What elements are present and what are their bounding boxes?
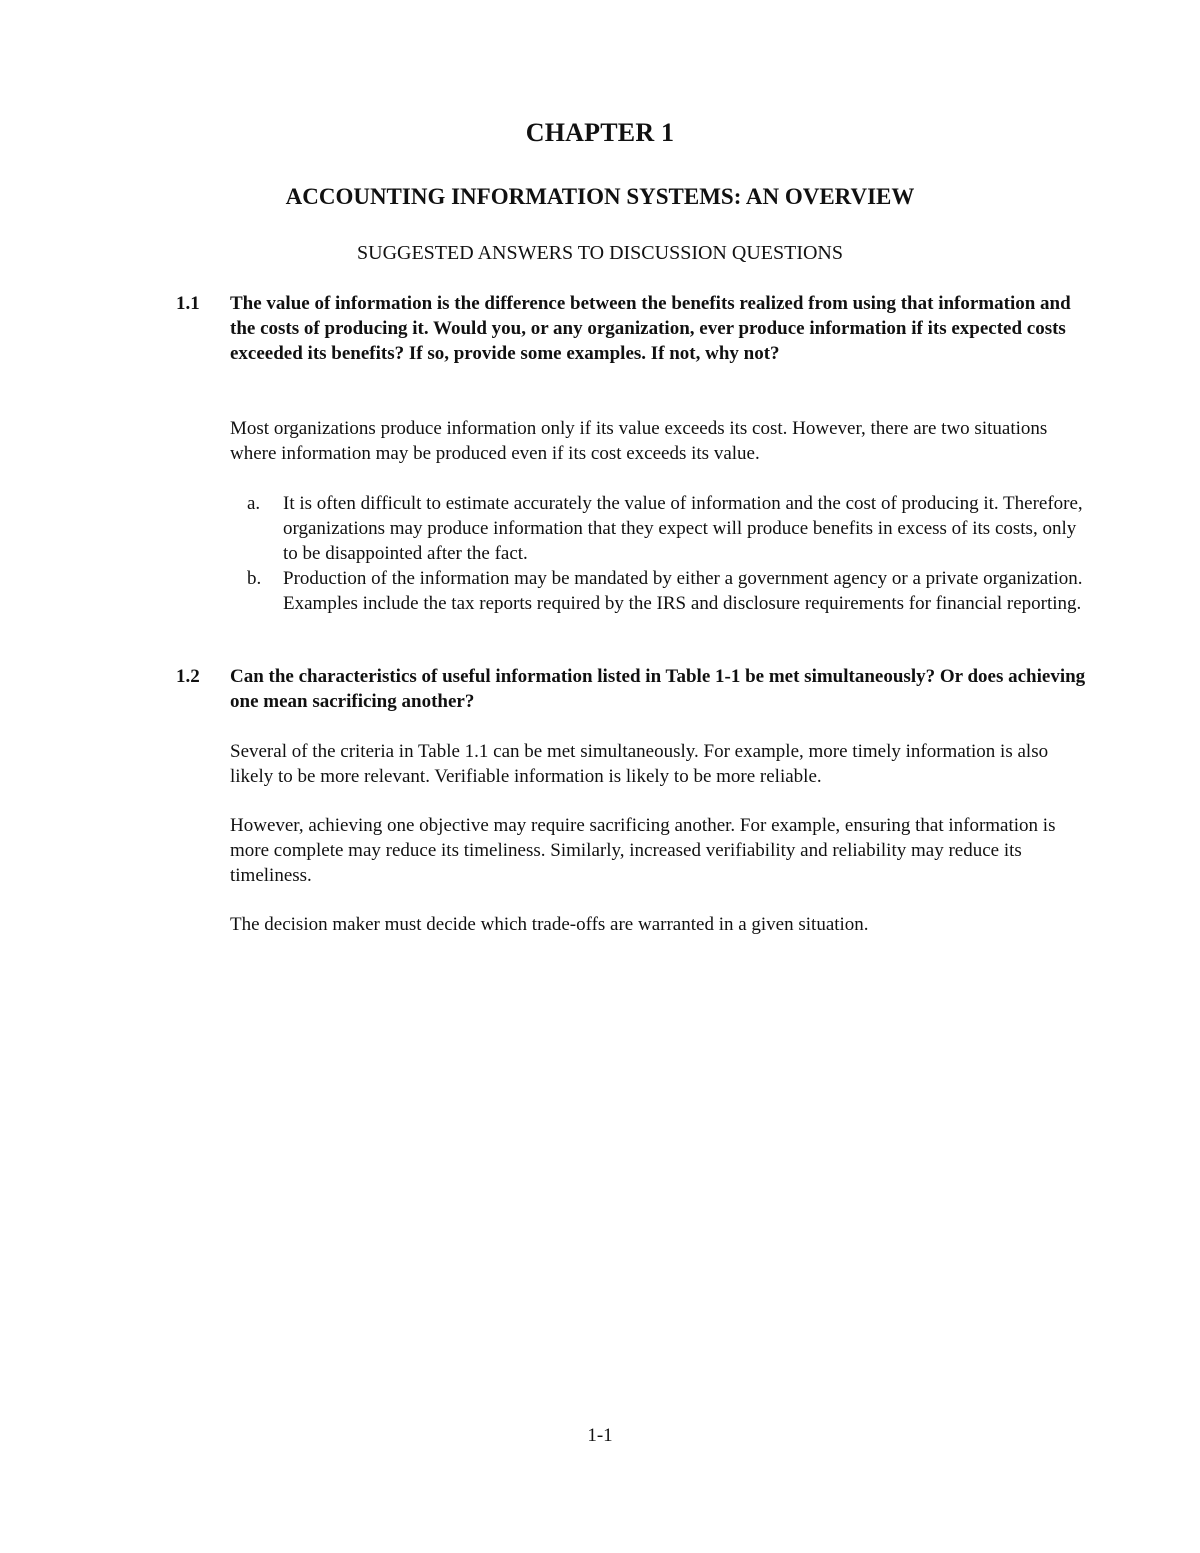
chapter-heading: CHAPTER 1 [525, 118, 675, 147]
list-item-text: Production of the information may be mandated by either a government agency or a private organization. Examples include the tax reports required by the IRS and disclosure requirements for financial reporting. [283, 568, 1083, 614]
answer-paragraph: Several of the criteria in Table 1.1 can be met simultaneously. For example, more timely information is also likely to be more relevant. Verifiable information is likely to be more reliable. [230, 741, 1049, 787]
document-subtitle: SUGGESTED ANSWERS TO DISCUSSION QUESTIONS [357, 242, 843, 264]
question-1-1 [176, 291, 1086, 366]
question-number: 1.2 [176, 666, 200, 687]
list-item-text: It is often difficult to estimate accurately the value of information and the cost of producing it. Therefore, organizations may produce information that they expect will produce benefits in excess of its costs, only to be disappointed after the fact. [283, 493, 1083, 564]
list-item [230, 491, 1090, 566]
page-number: 1-1 [587, 1425, 613, 1446]
document-title: ACCOUNTING INFORMATION SYSTEMS: AN OVERVIEW [285, 184, 915, 209]
list-marker: a. [247, 493, 261, 514]
answer-paragraph: Most organizations produce information only if its value exceeds its cost. However, there are two situations where information may be produced even if its cost exceeds its value. [230, 418, 1048, 464]
answer-paragraph: However, achieving one objective may require sacrificing another. For example, ensuring that information is more complete may reduce its timeliness. Similarly, increased verifiability and reliability may reduce its timeliness. [230, 815, 1056, 886]
question-text: Can the characteristics of useful information listed in Table 1-1 be met simultaneously? Or does achieving one mean sacrificing another? [230, 666, 1086, 712]
list-marker: b. [247, 568, 262, 589]
question-text: The value of information is the difference between the benefits realized from using that information and the costs of producing it. Would you, or any organization, ever produce information if its expected costs exceeded its benefits? If so, provide some examples. If not, why not? [230, 293, 1071, 364]
list-item [230, 566, 1090, 616]
question-number: 1.1 [176, 293, 200, 314]
answer-paragraph: The decision maker must decide which trade-offs are warranted in a given situation. [230, 914, 869, 935]
question-1-2 [176, 664, 1086, 714]
answer-list [230, 491, 1090, 616]
